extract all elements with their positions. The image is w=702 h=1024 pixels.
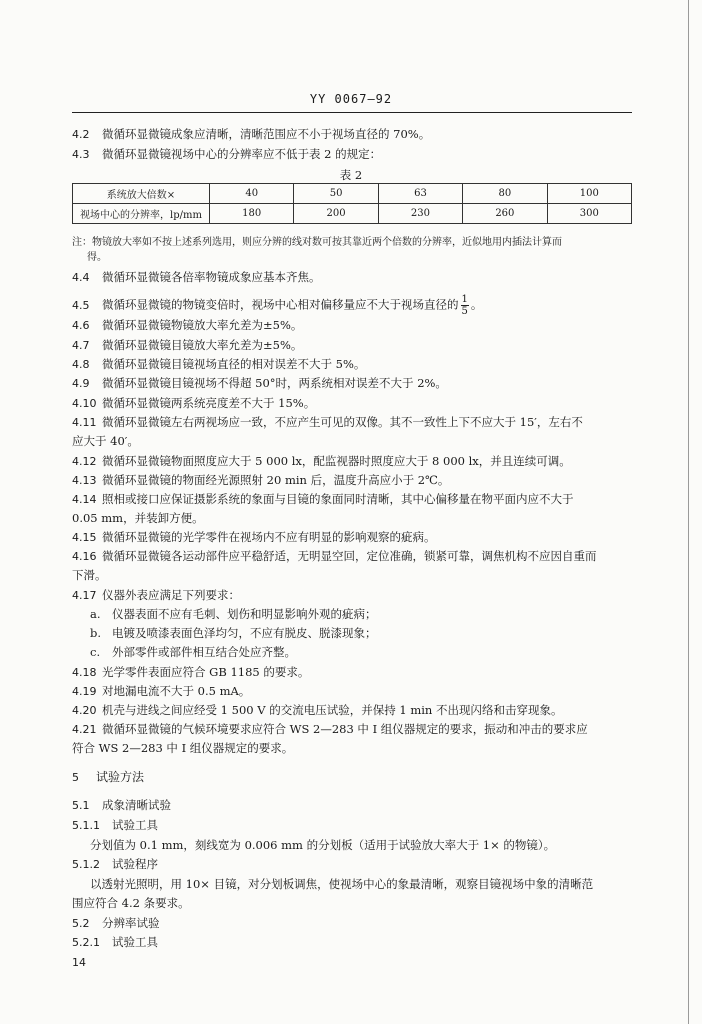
clause-4-17: 4.17 仪器外表应满足下列要求：: [72, 588, 240, 602]
clause-5-1-1-body: 分划值为 0.1 mm，刻线宽为 0.006 mm 的分划板（适用于试验放大率大于 1× 的物镜）。: [90, 838, 556, 852]
clause-5-1-2-body-2: 围应符合 4.2 条要求。: [72, 896, 190, 910]
clause-4-18: 4.18 光学零件表面应符合 GB 1185 的要求。: [72, 665, 310, 679]
clause-4-14: 4.14 照相或接口应保证摄影系统的象面与目镜的象面同时清晰，其中心偏移量在物平面内应不大于: [72, 492, 574, 506]
resolution-table: [72, 183, 632, 224]
clause-4-19: 4.19 对地漏电流不大于 0.5 mA。: [72, 684, 251, 698]
clause-4-16-cont: 下滑。: [72, 568, 107, 582]
table-cell: 180: [210, 204, 294, 224]
table-cell: 80: [463, 184, 547, 204]
clause-4-2: 4.2 微循环显微镜成象应清晰，清晰范围应不小于视场直径的 70%。: [72, 127, 431, 141]
page-number: 14: [72, 956, 86, 969]
table-note: [72, 235, 637, 265]
clause-5-1-2-body-1: 以透射光照明，用 10× 目镜，对分划板调焦，使视场中心的象最清晰，观察目镜视场中象的清晰范: [90, 877, 594, 891]
table-cell: 40: [210, 184, 294, 204]
sub-item-a: a. 仪器表面不应有毛刺、划伤和明显影响外观的疵病；: [90, 607, 377, 621]
clause-4-4: 4.4 微循环显微镜各倍率物镜成象应基本齐焦。: [72, 270, 321, 284]
note-line-2: 得。: [87, 252, 107, 263]
clause-4-10: 4.10 微循环显微镜两系统亮度差不大于 15%。: [72, 396, 316, 410]
table-row-label: 系统放大倍数×: [73, 184, 210, 204]
clause-4-5: 4.5 微循环显微镜的物镜变倍时，视场中心相对偏移量应不大于视场直径的 $\frac{1}{5}$ 。: [72, 294, 483, 317]
clause-4-9: 4.9 微循环显微镜目镜视场不得超 50°时，两系统相对误差不大于 2%。: [72, 376, 447, 390]
table-cell: 300: [547, 204, 631, 224]
clause-5-2-1: 5.2.1 试验工具: [72, 935, 158, 949]
table-cell: 100: [547, 184, 631, 204]
clause-4-16: 4.16 微循环显微镜各运动部件应平稳舒适，无明显空回，定位准确，锁紧可靠，调焦机构不应因自重而: [72, 549, 597, 563]
clause-4-13: 4.13 微循环显微镜的物面经光源照射 20 min 后，温度升高应小于 2℃。: [72, 473, 450, 487]
clause-4-11: 4.11 微循环显微镜左右两视场应一致，不应产生可见的双像。其不一致性上下不应大于 15′，左右不: [72, 415, 583, 429]
table-row: [73, 204, 632, 224]
table-cell: 50: [294, 184, 378, 204]
table-cell: 230: [378, 204, 462, 224]
clause-4-7: 4.7 微循环显微镜目镜放大率允差为±5%。: [72, 338, 303, 352]
clause-5-1: 5.1 成象清晰试验: [72, 798, 171, 812]
clause-4-6: 4.6 微循环显微镜物镜放大率允差为±5%。: [72, 318, 303, 332]
table-row-label: 视场中心的分辨率，lp/mm: [73, 204, 210, 224]
sub-item-b: b. 电镀及喷漆表面色泽均匀，不应有脱皮、脱漆现象；: [90, 626, 377, 640]
scan-edge-line: [688, 0, 689, 1024]
table-cell: 200: [294, 204, 378, 224]
sub-item-c: c. 外部零件或部件相互结合处应齐整。: [90, 645, 296, 659]
clause-4-21-cont: 符合 WS 2—283 中 I 组仪器规定的要求。: [72, 741, 294, 755]
clause-4-21: 4.21 微循环显微镜的气候环境要求应符合 WS 2—283 中 I 组仪器规定的要求，振动和冲击的要求应: [72, 722, 588, 736]
header-rule: [72, 112, 632, 113]
clause-4-8: 4.8 微循环显微镜目镜视场直径的相对误差不大于 5%。: [72, 357, 366, 371]
clause-4-3: 4.3 微循环显微镜视场中心的分辨率应不低于表 2 的规定：: [72, 147, 382, 161]
table-cell: 63: [378, 184, 462, 204]
clause-5-1-2: 5.1.2 试验程序: [72, 857, 158, 871]
table-cell: 260: [463, 204, 547, 224]
page-header: YY 0067—92: [309, 92, 393, 106]
clause-4-11-cont: 应大于 40′。: [72, 434, 139, 448]
clause-5-1-1: 5.1.1 试验工具: [72, 818, 158, 832]
clause-4-14-cont: 0.05 mm，并装卸方便。: [72, 511, 204, 525]
clause-4-15: 4.15 微循环显微镜的光学零件在视场内不应有明显的影响观察的疵病。: [72, 530, 436, 544]
clause-4-20: 4.20 机壳与进线之间应经受 1 500 V 的交流电压试验，并保持 1 min 不出现闪络和击穿现象。: [72, 703, 563, 717]
section-5-heading: 5 试验方法: [72, 770, 145, 784]
clause-5-2: 5.2 分辨率试验: [72, 916, 160, 930]
note-line-1: 注：物镜放大率如不按上述系列选用，则应分辨的线对数可按其靠近两个倍数的分辨率，近似地用内插法计算而: [72, 237, 562, 248]
clause-4-12: 4.12 微循环显微镜物面照度应大于 5 000 lx，配监视器时照度应大于 8 000 lx，并且连续可调。: [72, 454, 571, 468]
table-title: 表 2: [339, 168, 363, 182]
table-row: [73, 184, 632, 204]
fraction: $\frac{1}{5}$: [461, 294, 468, 317]
